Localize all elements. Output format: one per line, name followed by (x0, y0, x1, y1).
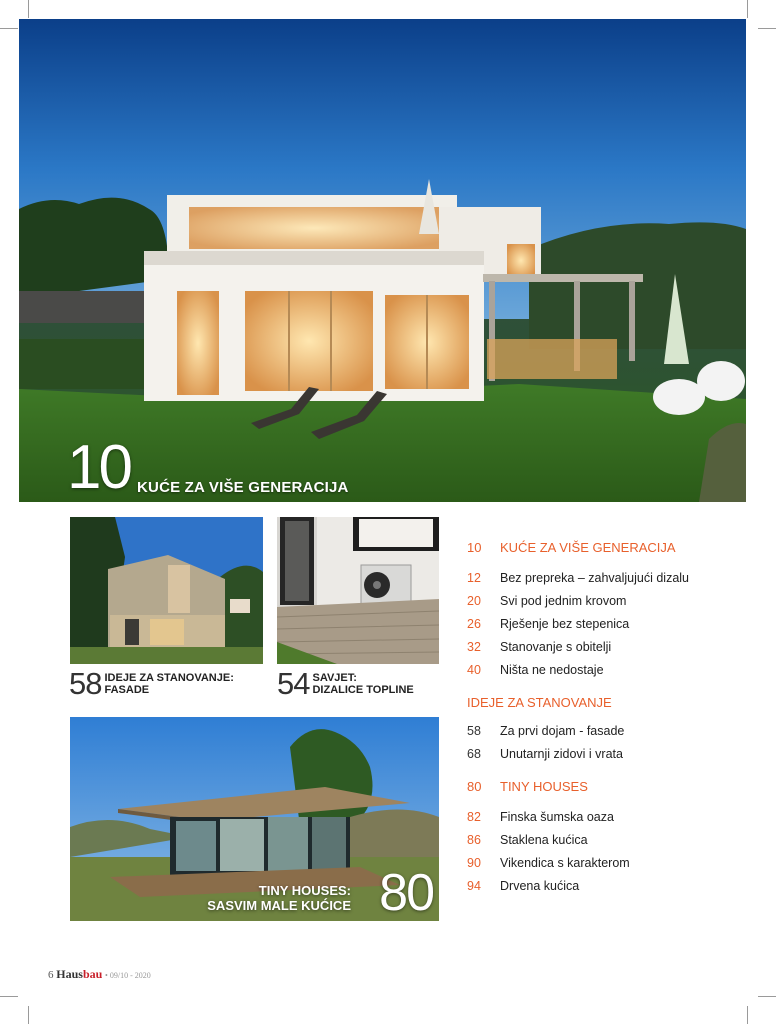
page-footer (48, 967, 151, 982)
toc-item-number: 68 (467, 747, 481, 761)
toc-item-title: Za prvi dojam - fasade (500, 724, 625, 738)
toc-item[interactable] (467, 856, 757, 879)
crop-mark (28, 1006, 29, 1024)
toc-item[interactable] (467, 617, 757, 640)
logo-part-a: Haus (56, 967, 83, 981)
toc-item-number: 12 (467, 571, 481, 585)
heat-pump-caption-text (312, 672, 413, 696)
toc-item-number: 40 (467, 663, 481, 677)
tiny-house-caption-line2: SASVIM MALE KUĆICE (207, 898, 351, 913)
toc-item-number: 26 (467, 617, 481, 631)
facade-photo (70, 517, 263, 664)
magazine-logo (56, 967, 102, 981)
toc-item-number: 86 (467, 833, 481, 847)
toc-item[interactable] (467, 571, 757, 594)
logo-part-b: bau (82, 967, 103, 981)
toc-item-title: Unutarnji zidovi i vrata (500, 747, 623, 761)
toc-item-number: 82 (467, 810, 481, 824)
hero-photo (19, 19, 746, 502)
crop-mark (0, 28, 18, 29)
toc-section-number: 80 (467, 779, 482, 794)
tiny-house-caption (207, 883, 351, 913)
toc-item-title: Svi pod jednim krovom (500, 594, 627, 608)
crop-mark (758, 996, 776, 997)
toc-item-title: Bez prepreka – zahvaljujući dizalu (500, 571, 689, 585)
toc-item-title: Stanovanje s obitelji (500, 640, 612, 654)
toc-section-number: 10 (467, 540, 482, 555)
toc-section-heading[interactable] (467, 540, 757, 560)
facade-page-number: 58 (69, 666, 102, 701)
toc-item-title: Drvena kućica (500, 879, 580, 893)
facade-caption (69, 666, 234, 701)
crop-mark (28, 0, 29, 18)
crop-mark (747, 0, 748, 18)
toc-item[interactable] (467, 594, 757, 617)
heat-pump-caption (277, 666, 414, 701)
tiny-house-caption-line1: TINY HOUSES: (258, 883, 351, 898)
hero-title: KUĆE ZA VIŠE GENERACIJA (137, 479, 349, 496)
toc-section-heading[interactable] (467, 779, 757, 799)
heat-pump-caption-line1: SAVJET: (312, 672, 357, 684)
toc-item[interactable] (467, 879, 757, 902)
heat-pump-illustration (277, 517, 439, 664)
hero-house-illustration (19, 19, 746, 502)
toc-item[interactable] (467, 747, 757, 770)
toc-item[interactable] (467, 810, 757, 833)
hero-page-number: 10 (67, 433, 130, 502)
heat-pump-caption-line2: DIZALICE TOPLINE (312, 684, 414, 696)
facade-house-illustration (70, 517, 263, 664)
heat-pump-photo (277, 517, 439, 664)
page-number: 6 (48, 969, 54, 981)
toc-item-number: 20 (467, 594, 481, 608)
toc-section-heading[interactable]: IDEJE ZA STANOVANJE (467, 695, 612, 710)
toc-section-title: KUĆE ZA VIŠE GENERACIJA (500, 540, 676, 555)
table-of-contents (467, 540, 757, 902)
tiny-house-photo (70, 717, 439, 921)
toc-item-title: Ništa ne nedostaje (500, 663, 604, 677)
toc-item[interactable] (467, 663, 757, 686)
toc-item-title: Rješenje bez stepenica (500, 617, 630, 631)
issue-label: • 09/10 - 2020 (105, 971, 151, 980)
crop-mark (758, 28, 776, 29)
tiny-house-page-number: 80 (379, 864, 433, 921)
facade-caption-text (104, 672, 233, 696)
facade-caption-line1: IDEJE ZA STANOVANJE: (104, 672, 234, 684)
toc-section-title: TINY HOUSES (500, 779, 588, 794)
crop-mark (747, 1006, 748, 1024)
crop-mark (0, 996, 18, 997)
toc-item-title: Staklena kućica (500, 833, 588, 847)
toc-item[interactable] (467, 833, 757, 856)
toc-item-number: 90 (467, 856, 481, 870)
facade-caption-line2: FASADE (104, 684, 150, 696)
toc-item[interactable] (467, 724, 757, 747)
toc-item-number: 94 (467, 879, 481, 893)
toc-item-number: 32 (467, 640, 481, 654)
toc-item-title: Finska šumska oaza (500, 810, 614, 824)
toc-item-number: 58 (467, 724, 481, 738)
toc-item-title: Vikendica s karakterom (500, 856, 630, 870)
heat-pump-page-number: 54 (277, 666, 310, 701)
toc-item[interactable] (467, 640, 757, 663)
